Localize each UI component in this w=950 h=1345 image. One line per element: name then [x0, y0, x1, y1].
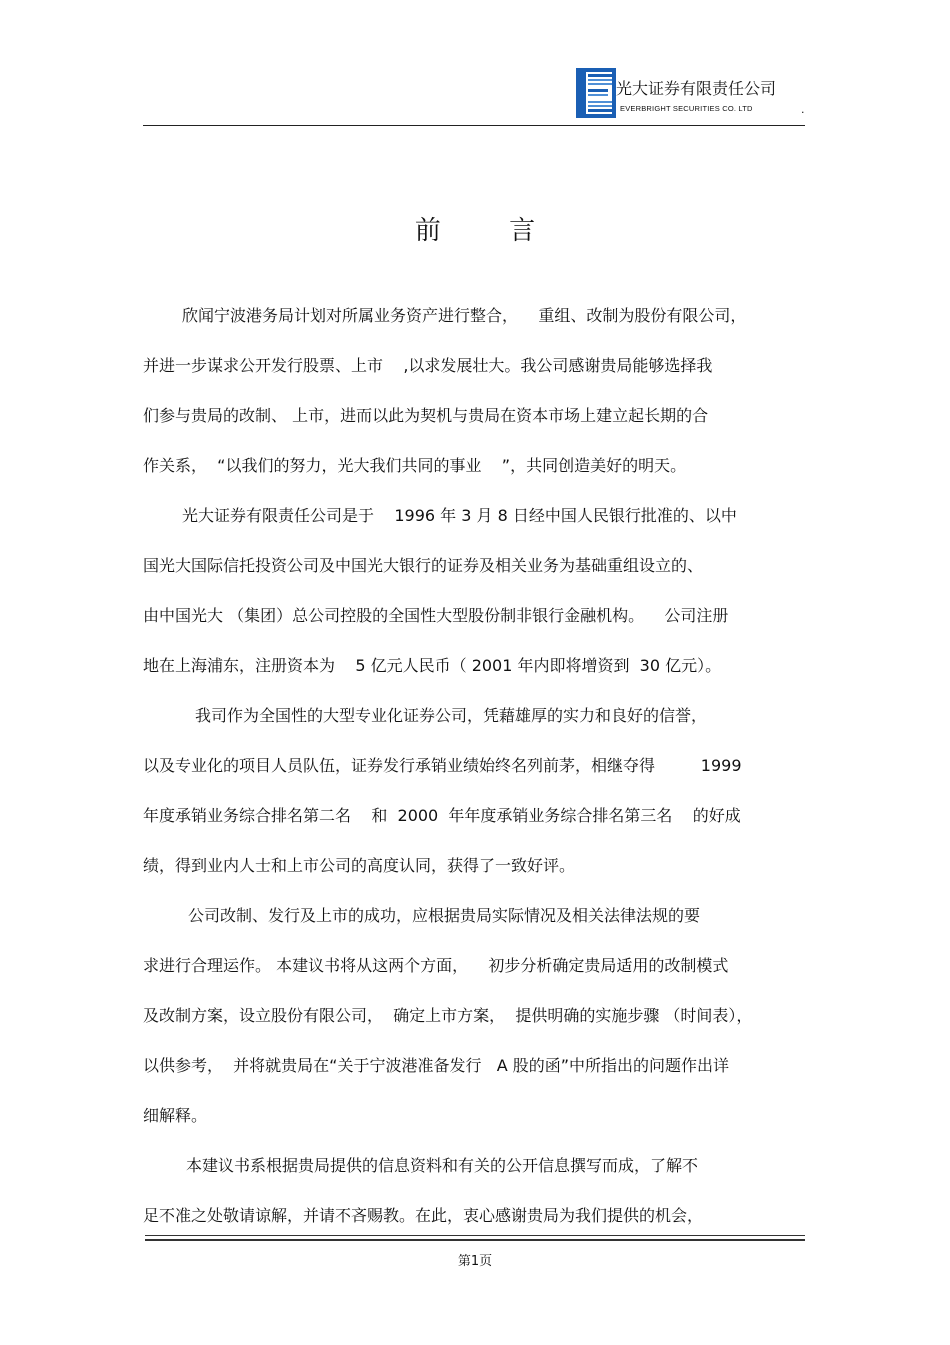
body-line: 以供参考， 并将就贵局在“关于宁波港准备发行 A 股的函”中所指出的问题作出详 — [143, 1056, 730, 1075]
body-line: 由中国光大 （集团）总公司控股的全国性大型股份制非银行金融机构。 公司注册 — [143, 606, 729, 625]
footer-divider-thick — [145, 1239, 805, 1241]
body-line: 及改制方案，设立股份有限公司， 确定上市方案， 提供明确的实施步骤 （时间表）， — [143, 1006, 753, 1025]
company-name-cn: 光大证券有限责任公司 — [616, 79, 777, 98]
body-line: 以及专业化的项目人员队伍，证券发行承销业绩始终名列前茅，相继夺得 1999 — [143, 756, 742, 775]
page-header — [0, 0, 950, 130]
header-dot: . — [801, 103, 805, 116]
body-line: 光大证券有限责任公司是于 1996 年 3 月 8 日经中国人民银行批准的、以中 — [182, 506, 737, 525]
body-line: 作关系， “以我们的努力，光大我们共同的事业 ”，共同创造美好的明天。 — [143, 456, 687, 475]
everbright-logo — [576, 68, 616, 118]
page-title: 前 言 — [414, 216, 566, 246]
header-divider — [143, 125, 805, 126]
body-line: 本建议书系根据贵局提供的信息资料和有关的公开信息撰写而成，了解不 — [186, 1156, 699, 1175]
page-number: 第1页 — [457, 1254, 493, 1269]
body-line: 欣闻宁波港务局计划对所属业务资产进行整合， 重组、改制为股份有限公司， — [182, 306, 747, 325]
body-line: 并进一步谋求公开发行股票、上市 ,以求发展壮大。我公司感谢贵局能够选择我 — [143, 356, 713, 375]
body-line: 求进行合理运作。 本建议书将从这两个方面， 初步分析确定贵局适用的改制模式 — [143, 956, 729, 975]
body-line: 足不准之处敬请谅解，并请不吝赐教。在此，衷心感谢贵局为我们提供的机会， — [143, 1206, 704, 1225]
body-line: 国光大国际信托投资公司及中国光大银行的证券及相关业务为基础重组设立的、 — [143, 556, 704, 575]
body-line: 公司改制、发行及上市的成功，应根据贵局实际情况及相关法律法规的要 — [188, 906, 701, 925]
footer-divider-thin — [145, 1235, 805, 1236]
body-line: 们参与贵局的改制、 上市，进而以此为契机与贵局在资本市场上建立起长期的合 — [143, 406, 709, 425]
body-line: 细解释。 — [143, 1106, 208, 1125]
body-line: 地在上海浦东，注册资本为 5 亿元人民币（ 2001 年内即将增资到 30 亿元）。 — [143, 656, 722, 675]
company-name-en: EVERBRIGHT SECURITIES CO. LTD — [620, 104, 753, 113]
body-line: 我司作为全国性的大型专业化证券公司，凭藉雄厚的实力和良好的信誉， — [195, 706, 708, 725]
body-line: 绩，得到业内人士和上市公司的高度认同，获得了一致好评。 — [143, 856, 576, 875]
body-line: 年度承销业务综合排名第二名 和 2000 年年度承销业务综合排名第三名 的好成 — [143, 806, 741, 825]
